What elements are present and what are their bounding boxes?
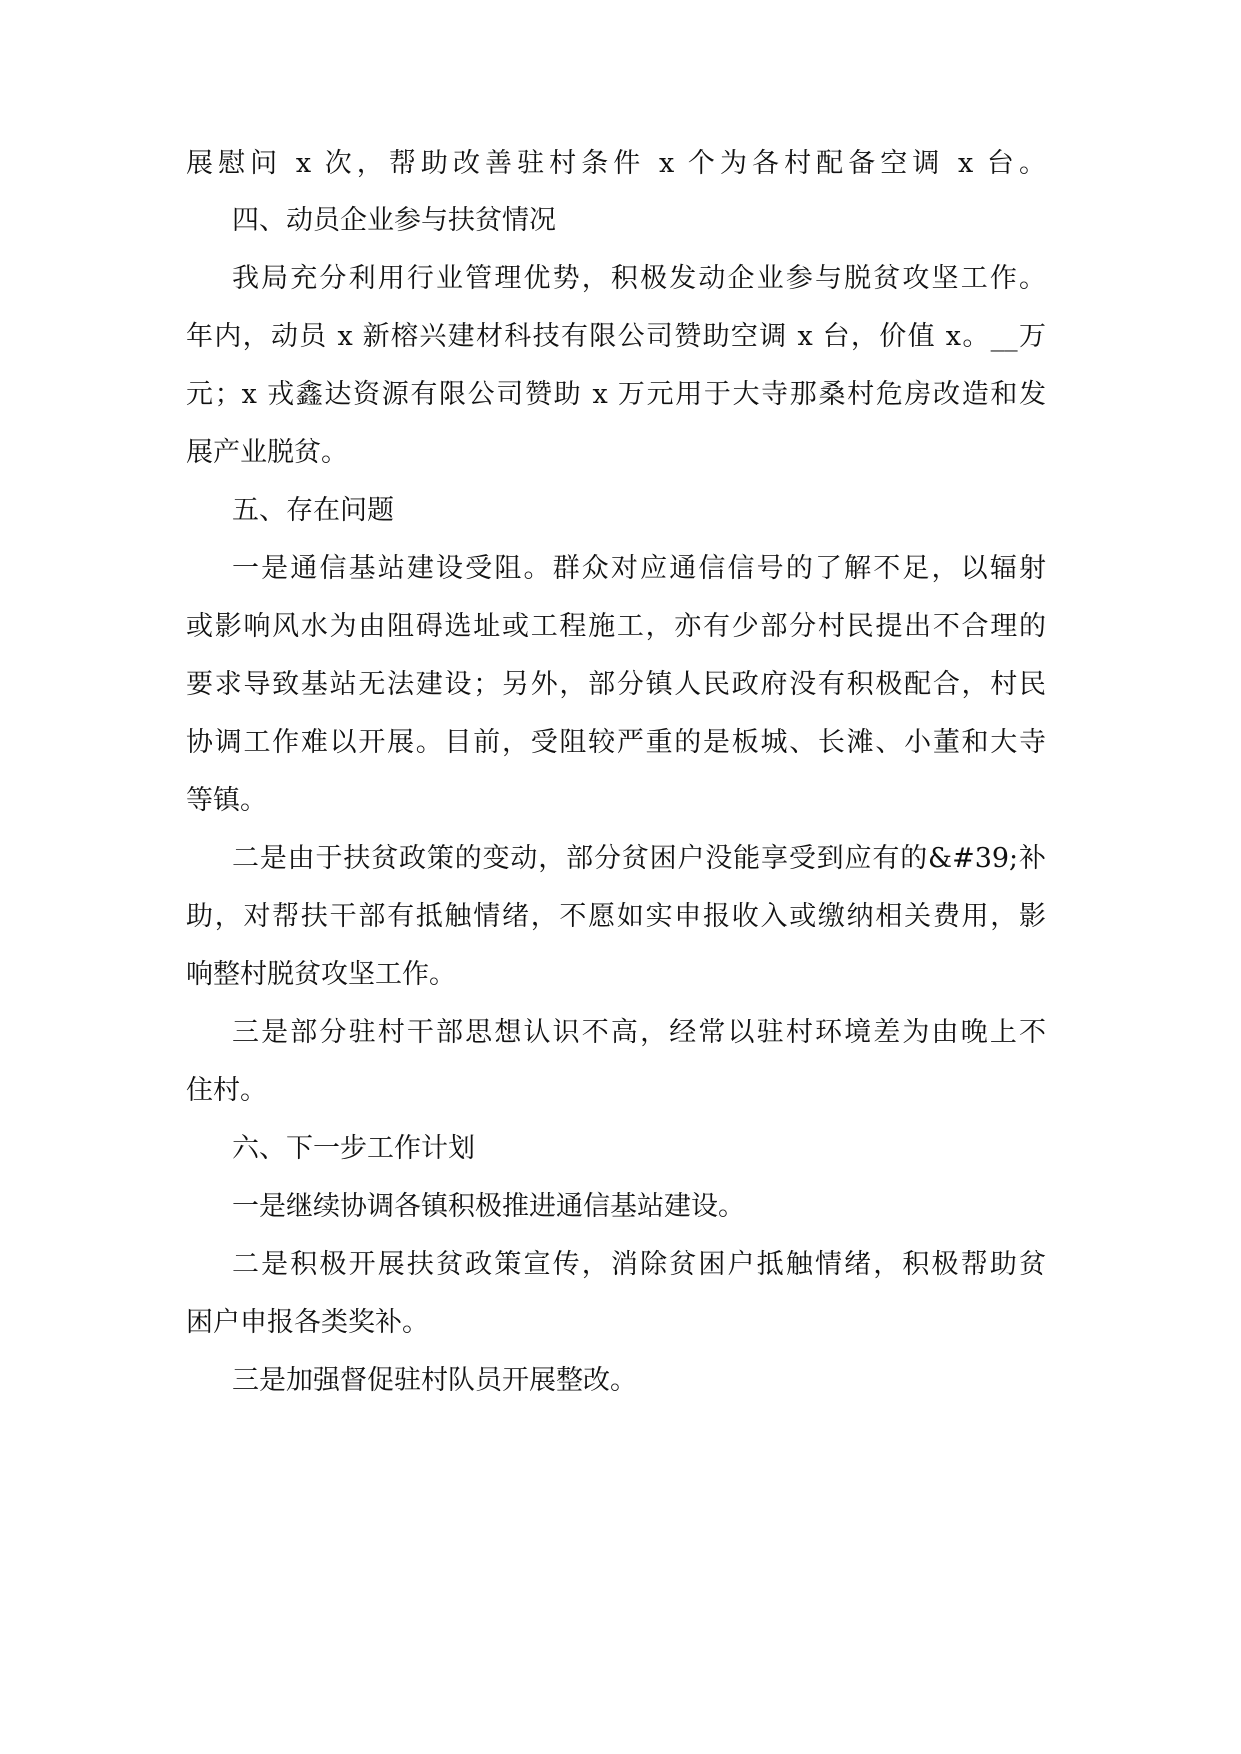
paragraph-line: 助，对帮扶干部有抵触情绪，不愿如实申报收入或缴纳相关费用，影 — [186, 901, 1046, 932]
paragraph-line: 一是通信基站建设受阻。群众对应通信信号的了解不足，以辐射 — [232, 553, 1046, 584]
paragraph-line: 三是部分驻村干部思想认识不高，经常以驻村环境差为由晚上不 — [232, 1017, 1046, 1048]
paragraph-line: 或影响风水为由阻碍选址或工程施工，亦有少部分村民提出不合理的 — [186, 611, 1046, 642]
section-heading-five: 五、存在问题 — [232, 495, 394, 526]
paragraph-line: 二是积极开展扶贫政策宣传，消除贫困户抵触情绪，积极帮助贫 — [232, 1249, 1046, 1280]
paragraph-line: 协调工作难以开展。目前，受阻较严重的是板城、长滩、小董和大寺 — [186, 727, 1046, 758]
paragraph-line: 三是加强督促驻村队员开展整改。 — [232, 1365, 637, 1396]
paragraph-line: 展产业脱贫。 — [186, 437, 348, 468]
paragraph-line: 等镇。 — [186, 785, 267, 816]
section-heading-six: 六、下一步工作计划 — [232, 1133, 475, 1164]
paragraph-line: 二是由于扶贫政策的变动，部分贫困户没能享受到应有的&#39;补 — [232, 843, 1046, 874]
paragraph-line: 展慰问 x 次，帮助改善驻村条件 x 个为各村配备空调 x 台。 — [186, 148, 1046, 179]
paragraph-line: 元；x 戎鑫达资源有限公司赞助 x 万元用于大寺那桑村危房改造和发 — [186, 379, 1046, 410]
paragraph-line: 响整村脱贫攻坚工作。 — [186, 959, 456, 990]
paragraph-line: 要求导致基站无法建设；另外，部分镇人民政府没有积极配合，村民 — [186, 669, 1046, 700]
paragraph-line: 年内，动员 x 新榕兴建材科技有限公司赞助空调 x 台，价值 x。__万 — [186, 321, 1046, 352]
paragraph-line: 我局充分利用行业管理优势，积极发动企业参与脱贫攻坚工作。 — [232, 263, 1046, 294]
section-heading-four: 四、动员企业参与扶贫情况 — [232, 205, 556, 236]
paragraph-line: 困户申报各类奖补。 — [186, 1307, 429, 1338]
paragraph-line: 一是继续协调各镇积极推进通信基站建设。 — [232, 1191, 745, 1222]
paragraph-line: 住村。 — [186, 1075, 267, 1106]
